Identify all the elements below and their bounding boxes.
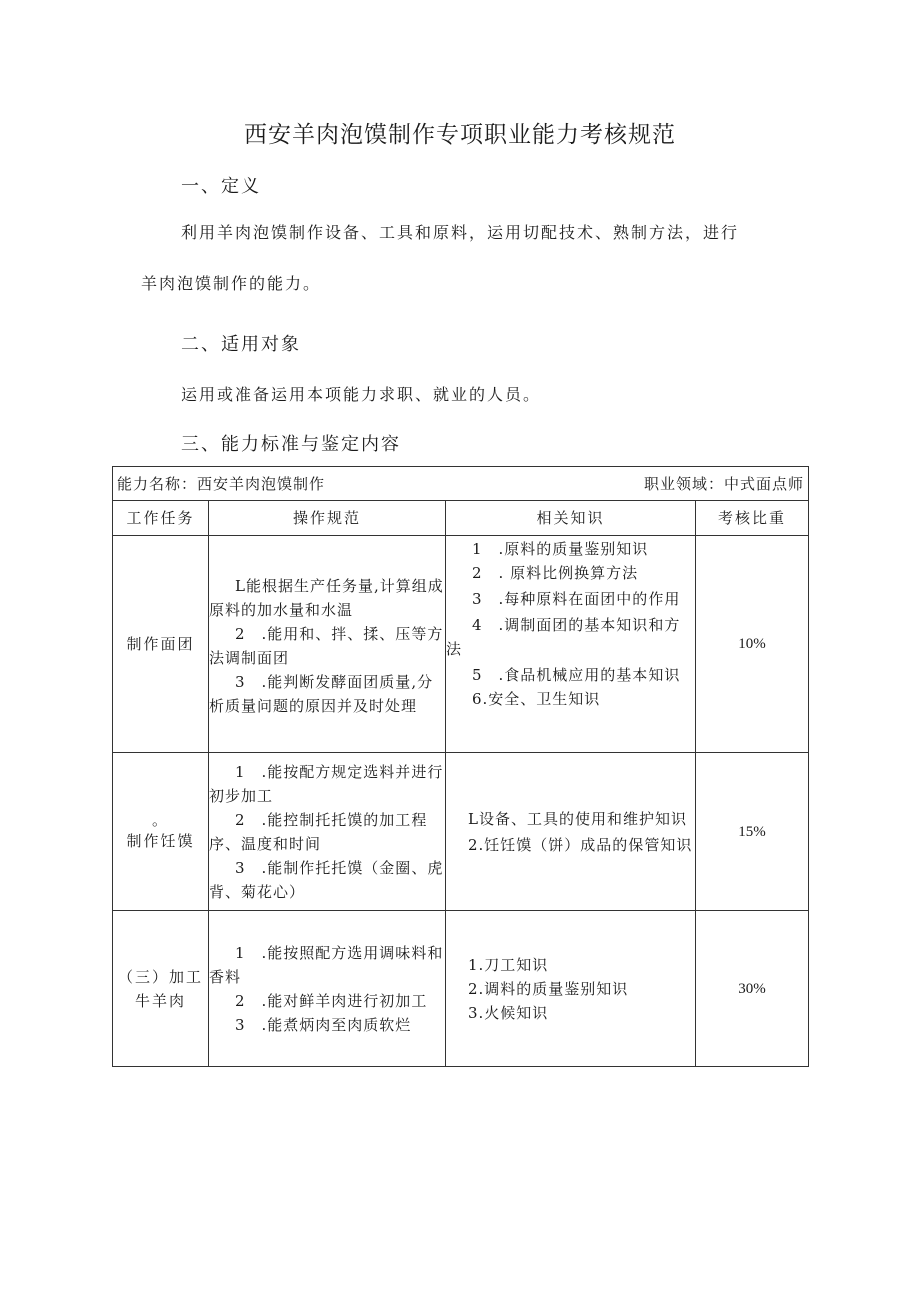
operation-cell bbox=[209, 753, 446, 911]
operation-item: 3 .能制作托托馍（金圈、虎背、菊花心） bbox=[209, 858, 444, 901]
knowledge-item: 1 .原料的质量鉴别知识 bbox=[472, 540, 649, 558]
operation-item: 3 .能判断发酵面团质量,分析质量问题的原因并及时处理 bbox=[209, 673, 434, 715]
operation-item: 3 .能煮炳肉至肉质软烂 bbox=[235, 1015, 412, 1034]
operation-item: L能根据生产任务量,计算组成原料的加水量和水温 bbox=[209, 577, 444, 619]
knowledge-item: 5 .食品机械应用的基本知识 bbox=[472, 666, 681, 684]
knowledge-cell bbox=[446, 911, 696, 1067]
header-task: 工作任务 bbox=[113, 501, 209, 536]
weight-cell bbox=[696, 536, 809, 753]
header-knowledge: 相关知识 bbox=[446, 501, 696, 536]
ability-standard-table bbox=[112, 466, 809, 1067]
knowledge-item: 3 .每种原料在面团中的作用 bbox=[472, 590, 681, 608]
task-cell bbox=[113, 911, 209, 1067]
header-weight: 考核比重 bbox=[696, 501, 809, 536]
knowledge-item: 3.火候知识 bbox=[468, 1003, 549, 1022]
knowledge-item: 1.刀工知识 bbox=[468, 955, 549, 974]
weight-value: 30% bbox=[738, 980, 766, 997]
operation-item: 2 .能控制托托馍的加工程序、温度和时间 bbox=[209, 810, 428, 853]
task-name: 制作面团 bbox=[126, 635, 195, 653]
table-caption-row bbox=[113, 467, 809, 501]
applicable-text: 运用或准备运用本项能力求职、就业的人员。 bbox=[181, 385, 542, 404]
definition-line-1: 利用羊肉泡馍制作设备、工具和原料，运用切配技术、熟制方法，进行 bbox=[181, 223, 740, 242]
weight-cell bbox=[696, 911, 809, 1067]
knowledge-item: 2.饪饪馍（饼）成品的保管知识 bbox=[468, 835, 693, 854]
weight-value: 10% bbox=[738, 636, 766, 652]
task-name: （三）加工牛羊肉 bbox=[117, 967, 203, 1010]
operation-item: 1 .能按配方规定选料并进行初步加工 bbox=[209, 762, 444, 805]
knowledge-item: 2.调料的质量鉴别知识 bbox=[468, 979, 629, 998]
page-title: 西安羊肉泡馍制作专项职业能力考核规范 bbox=[244, 122, 676, 148]
operation-item: 2 .能对鲜羊肉进行初加工 bbox=[235, 991, 428, 1010]
task-name: 制作饪馍 bbox=[126, 831, 195, 850]
table-row bbox=[113, 753, 809, 911]
task-mark: 。 bbox=[151, 810, 169, 829]
weight-cell bbox=[696, 753, 809, 911]
task-cell bbox=[113, 753, 209, 911]
operation-item: 1 .能按照配方选用调味料和香料 bbox=[209, 943, 444, 986]
table-row bbox=[113, 536, 809, 753]
knowledge-item: L设备、工具的使用和维护知识 bbox=[468, 809, 687, 828]
section2-heading: 二、适用对象 bbox=[181, 334, 301, 355]
knowledge-cell bbox=[446, 753, 696, 911]
knowledge-cell bbox=[446, 536, 696, 753]
definition-line-2: 羊肉泡馍制作的能力。 bbox=[141, 274, 322, 293]
occupational-field: 职业领域：中式面点师 bbox=[644, 474, 805, 493]
weight-value: 15% bbox=[738, 823, 766, 840]
operation-cell bbox=[209, 911, 446, 1067]
task-cell bbox=[113, 536, 209, 753]
knowledge-item: 6.安全、卫生知识 bbox=[472, 690, 601, 708]
section1-heading: 一、定义 bbox=[181, 176, 261, 197]
section3-heading: 三、能力标准与鉴定内容 bbox=[181, 434, 401, 455]
header-operation: 操作规范 bbox=[209, 501, 446, 536]
operation-item: 2 .能用和、拌、揉、压等方法调制面团 bbox=[209, 625, 444, 667]
ability-name: 能力名称：西安羊肉泡馍制作 bbox=[117, 474, 326, 493]
operation-cell bbox=[209, 536, 446, 753]
knowledge-item: 4 .调制面团的基本知识和方法 bbox=[446, 616, 681, 658]
table-row bbox=[113, 911, 809, 1067]
knowledge-item: 2 . 原料比例换算方法 bbox=[472, 564, 639, 582]
